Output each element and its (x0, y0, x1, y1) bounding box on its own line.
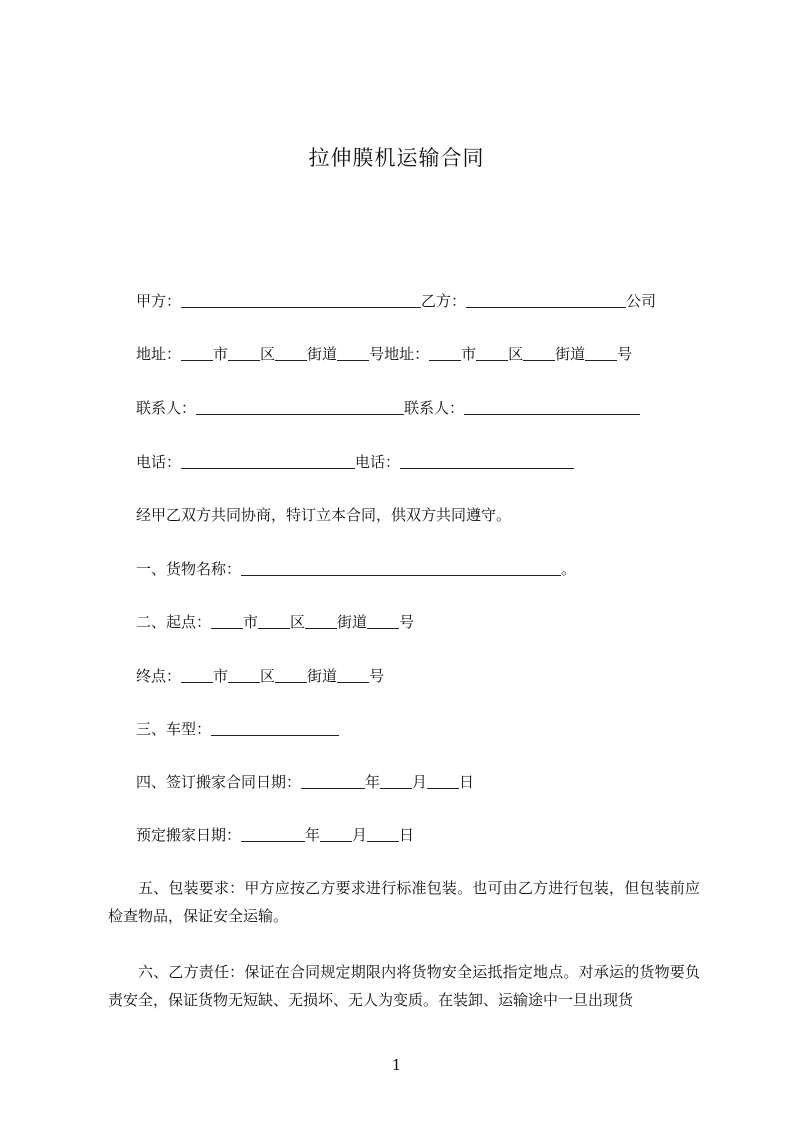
item1-line (136, 559, 576, 579)
address-line (136, 344, 632, 364)
sign-month-blank (380, 774, 412, 789)
scheduled-day-blank (367, 827, 399, 842)
contact-a-label: 联系人： (136, 399, 197, 417)
street-text: 街道 (307, 345, 338, 363)
number-text: 号 (617, 345, 633, 363)
page-number: 1 (391, 1056, 402, 1074)
goods-name-blank (241, 561, 561, 576)
scheduled-label: 预定搬家日期： (136, 826, 242, 844)
street-text: 街道 (337, 613, 368, 631)
end-district-blank (228, 668, 260, 683)
address-b-city-blank (429, 346, 461, 361)
start-street-blank (305, 614, 337, 629)
street-text: 街道 (307, 667, 338, 685)
district-text: 区 (290, 613, 306, 631)
scheduled-month-blank (320, 827, 352, 842)
district-text: 区 (508, 345, 524, 363)
end-line (136, 666, 384, 686)
end-street-blank (275, 668, 307, 683)
address-b-district-blank (476, 346, 508, 361)
item3-line (136, 719, 339, 739)
number-text: 号 (369, 345, 385, 363)
address-b-street-blank (523, 346, 555, 361)
day-text: 日 (399, 826, 415, 844)
phone-a-blank (181, 454, 355, 469)
year-text: 年 (365, 773, 381, 791)
address-b-label: 地址： (384, 345, 430, 363)
item4-line (136, 772, 474, 792)
phone-line (136, 452, 574, 472)
end-label: 终点： (136, 667, 182, 685)
party-a-label: 甲方： (136, 292, 182, 310)
parties-line (136, 291, 656, 311)
party-b-label: 乙方： (421, 292, 467, 310)
sign-year-blank (301, 774, 365, 789)
party-b-blank (466, 293, 626, 308)
city-text: 市 (213, 345, 229, 363)
item3-label: 三、车型： (136, 720, 212, 738)
day-text: 日 (459, 773, 475, 791)
sign-day-blank (427, 774, 459, 789)
party-a-blank (181, 293, 421, 308)
item6-paragraph: 六、乙方责任：保证在合同规定期限内将货物安全运抵指定地点。对承运的货物要负责安全，保证货物无短缺、无损坏、无人为变质。在装卸、运输途中一旦出现货 (108, 963, 700, 1009)
vehicle-type-blank (211, 721, 339, 736)
street-text: 街道 (555, 345, 586, 363)
document-title: 拉伸膜机运输合同 (308, 146, 485, 170)
item2-label: 二、起点： (136, 613, 212, 631)
contact-b-label: 联系人： (404, 399, 465, 417)
number-text: 号 (369, 667, 385, 685)
number-text: 号 (399, 613, 415, 631)
start-district-blank (258, 614, 290, 629)
start-city-blank (211, 614, 243, 629)
address-a-city-blank (181, 346, 213, 361)
district-text: 区 (260, 345, 276, 363)
phone-b-label: 电话： (355, 453, 401, 471)
item2-line (136, 612, 414, 632)
address-a-number-blank (337, 346, 369, 361)
phone-b-blank (400, 454, 574, 469)
address-a-label: 地址： (136, 345, 182, 363)
item5-paragraph: 五、包装要求：甲方应按乙方要求进行标准包装。也可由乙方进行包装，但包装前应检查物品，保证安全运输。 (108, 879, 700, 925)
address-a-district-blank (228, 346, 260, 361)
district-text: 区 (260, 667, 276, 685)
start-number-blank (367, 614, 399, 629)
scheduled-line (136, 825, 414, 845)
city-text: 市 (243, 613, 259, 631)
city-text: 市 (213, 667, 229, 685)
end-city-blank (181, 668, 213, 683)
contact-b-blank (464, 400, 640, 415)
address-b-number-blank (585, 346, 617, 361)
end-number-blank (337, 668, 369, 683)
address-a-street-blank (275, 346, 307, 361)
contact-line (136, 398, 640, 418)
phone-a-label: 电话： (136, 453, 182, 471)
year-text: 年 (305, 826, 321, 844)
item1-end: 。 (561, 560, 577, 578)
month-text: 月 (412, 773, 428, 791)
contact-a-blank (196, 400, 404, 415)
item1-label: 一、货物名称： (136, 560, 242, 578)
city-text: 市 (461, 345, 477, 363)
item4-label: 四、签订搬家合同日期： (136, 773, 302, 791)
party-b-suffix: 公司 (626, 292, 657, 310)
intro-text: 经甲乙双方共同协商，特订立本合同，供双方共同遵守。 (136, 506, 512, 524)
scheduled-year-blank (241, 827, 305, 842)
month-text: 月 (352, 826, 368, 844)
